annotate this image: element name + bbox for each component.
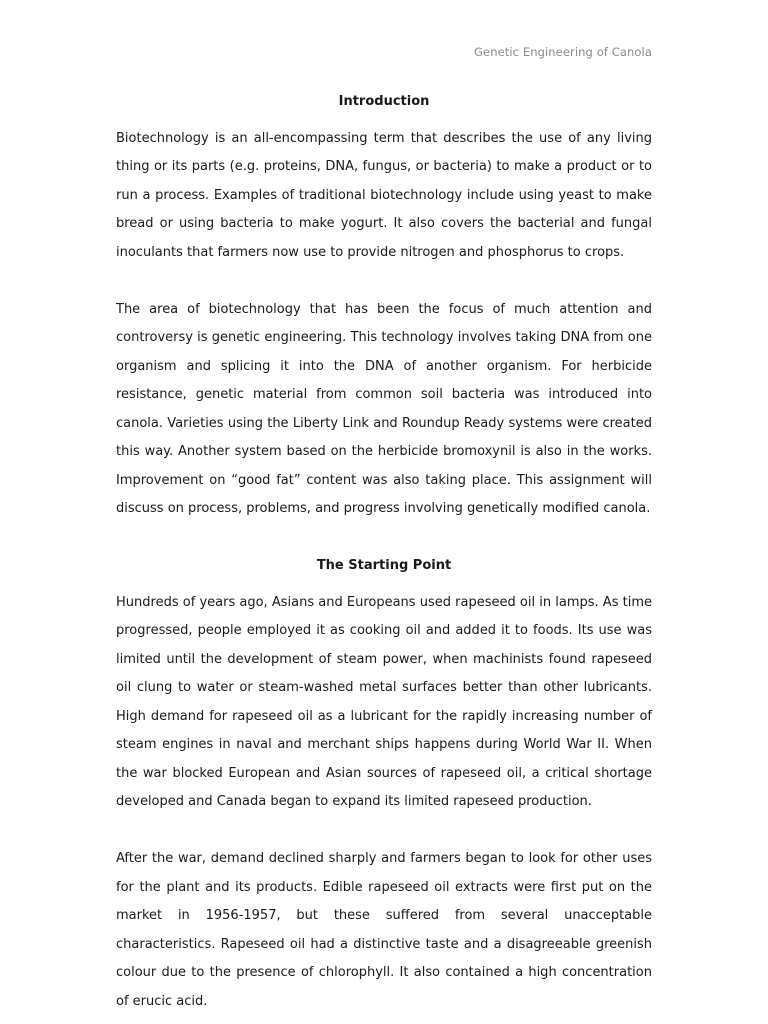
section-heading-starting-point: The Starting Point xyxy=(316,558,452,573)
paragraph: After the war, demand declined sharply and farmers began to look for other uses for the plant and its products. Edible rapeseed oil extracts were first put on the market in 1956-1957, but these suffered from several unacceptable characteristics. Rapeseed oil had a distinctive taste and a disagreeable greenish colour due to the presence of chlorophyll. It also contained a high concentration of erucic acid. xyxy=(116,851,652,1009)
document-body xyxy=(116,88,652,1016)
paragraph: Biotechnology is an all-encompassing term that describes the use of any living thing or its parts (e.g. proteins, DNA, fungus, or bacteria) to make a product or to run a process. Examples of traditional biotechnology include using yeast to make bread or using bacteria to make yogurt. It also covers the bacterial and fungal inoculants that farmers now use to provide nitrogen and phosphorus to crops. xyxy=(116,130,652,260)
section-heading-introduction: Introduction xyxy=(338,94,430,109)
running-header: Genetic Engineering of Canola xyxy=(474,45,652,59)
paragraph: The area of biotechnology that has been the focus of much attention and controversy is genetic engineering. This technology involves taking DNA from one organism and splicing it into the DNA of another organism. For herbicide resistance, genetic material from common soil bacteria was introduced into canola. Varieties using the Liberty Link and Roundup Ready systems were created this way. Another system based on the herbicide bromoxynil is also in the works. Improvement on “good fat” content was also taking place. This assignment will discuss on process, problems, and progress involving genetically modified canola. xyxy=(116,301,652,516)
paragraph: Hundreds of years ago, Asians and Europeans used rapeseed oil in lamps. As time progressed, people employed it as cooking oil and added it to foods. Its use was limited until the development of steam power, when machinists found rapeseed oil clung to water or steam-washed metal surfaces better than other lubricants. High demand for rapeseed oil as a lubricant for the rapidly increasing number of steam engines in naval and merchant ships happens during World War II. When the war blocked European and Asian sources of rapeseed oil, a critical shortage developed and Canada began to expand its limited rapeseed production. xyxy=(116,594,652,809)
